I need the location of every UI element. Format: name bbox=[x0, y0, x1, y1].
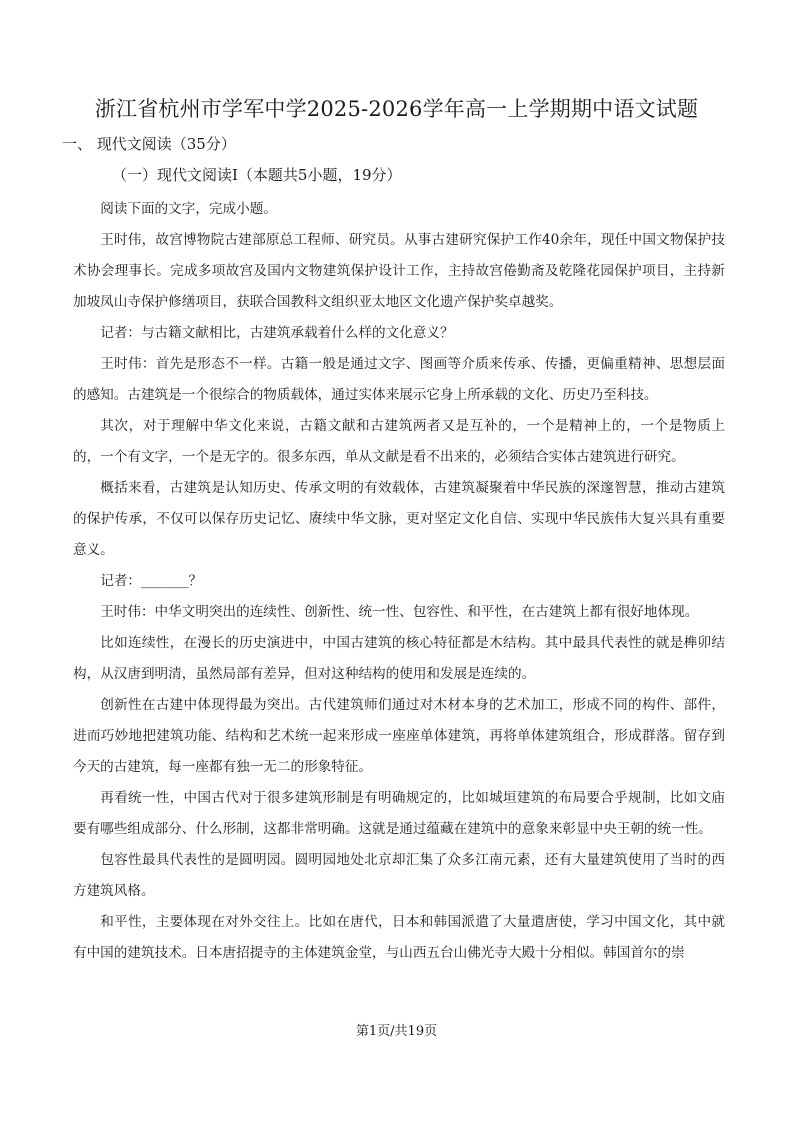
paragraph-question-1: 记者：与古籍文献相比，古建筑承载着什么样的文化意义？ bbox=[100, 325, 454, 341]
paragraph-answer-3: 概括来看，古建筑是认知历史、传承文明的有效载体，古建筑凝聚着中华民族的深邃智慧，推动古建筑的保护传承，不仅可以保存历史记忆、赓续中华文脉，更对坚定文化自信、实现中华民族伟大复兴具有重要意义。 bbox=[73, 480, 725, 558]
page-number: 第1页/共19页 bbox=[355, 1024, 438, 1039]
section-heading: 一、 现代文阅读（35分） bbox=[62, 135, 236, 153]
paragraph-inclusiveness: 包容性最具代表性的是圆明园。圆明园地处北京却汇集了众多江南元素，还有大量建筑使用了当时的西方建筑风格。 bbox=[73, 852, 725, 899]
paragraph-answer-1: 王时伟：首先是形态不一样。古籍一般是通过文字、图画等介质来传承、传播，更偏重精神、思想层面的感知。古建筑是一个很综合的物质载体，通过实体来展示它身上所承载的文化、历史乃至科技。 bbox=[73, 356, 725, 403]
document-title: 浙江省杭州市学军中学2025-2026学年高一上学期期中语文试题 bbox=[94, 97, 699, 121]
subsection-heading: （一）现代文阅读Ⅰ（本题共5小题，19分） bbox=[112, 166, 402, 184]
paragraph-answer-4: 王时伟：中华文明突出的连续性、创新性、统一性、包容性、和平性，在古建筑上都有很好地体现。 bbox=[100, 604, 699, 620]
paragraph-bio: 王时伟，故宫博物院古建部原总工程师、研究员。从事古建研究保护工作40余年，现任中国文物保护技术协会理事长。完成多项故宫及国内文物建筑保护设计工作，主持故宫倦勤斋及乾隆花园保护项目，主持新加坡凤山寺保护修缮项目，获联合国教科文组织亚太地区文化遗产保护奖卓越奖。 bbox=[73, 232, 725, 310]
paragraph-unity: 再看统一性，中国古代对于很多建筑形制是有明确规定的，比如城垣建筑的布局要合乎规制，比如文庙要有哪些组成部分、什么形制，这都非常明确。这就是通过蕴藏在建筑中的意象来彰显中央王朝的统一性。 bbox=[73, 790, 725, 837]
paragraph-instruction: 阅读下面的文字，完成小题。 bbox=[100, 201, 277, 217]
paragraph-innovation: 创新性在古建中体现得最为突出。古代建筑师们通过对木材本身的艺术加工，形成不同的构件、部件，进而巧妙地把建筑功能、结构和艺术统一起来形成一座座单体建筑，再将单体建筑组合，形成群落。留存到今天的古建筑，每一座都有独一无二的形象特征。 bbox=[73, 697, 725, 775]
paragraph-answer-2: 其次，对于理解中华文化来说，古籍文献和古建筑两者又是互补的，一个是精神上的，一个是物质上的，一个有文字，一个是无字的。很多东西，单从文献是看不出来的，必须结合实体古建筑进行研究。 bbox=[73, 418, 725, 465]
reading-passage bbox=[73, 194, 725, 969]
paragraph-question-2: 记者：_______？ bbox=[100, 573, 203, 589]
paragraph-peace: 和平性，主要体现在对外交往上。比如在唐代，日本和韩国派遣了大量遣唐使，学习中国文化，其中就有中国的建筑技术。日本唐招提寺的主体建筑金堂，与山西五台山佛光寺大殿十分相似。韩国首尔的崇 bbox=[73, 914, 725, 961]
paragraph-continuity: 比如连续性，在漫长的历史演进中，中国古建筑的核心特征都是木结构。其中最具代表性的就是榫卯结构，从汉唐到明清，虽然局部有差异，但对这种结构的使用和发展是连续的。 bbox=[73, 635, 725, 682]
